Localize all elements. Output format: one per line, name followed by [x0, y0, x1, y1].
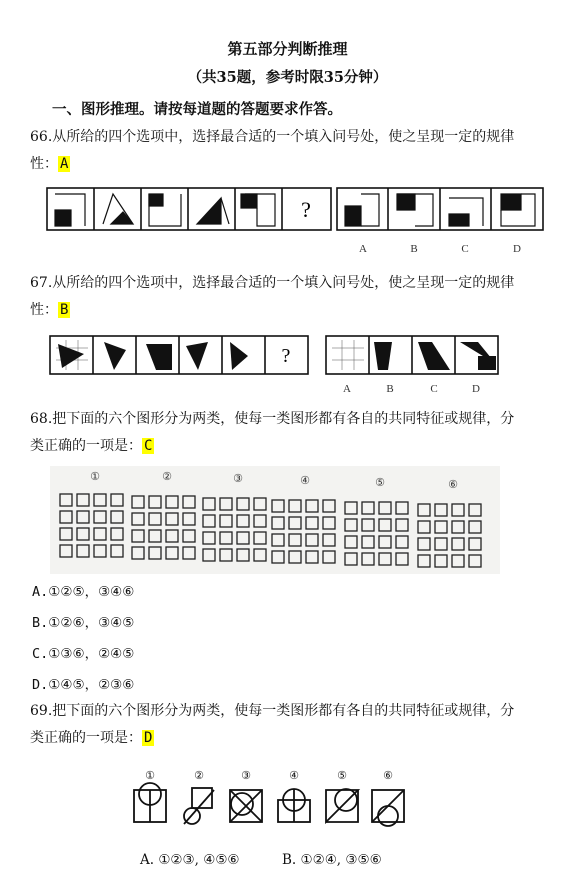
figure-label: ⑥ [448, 479, 458, 491]
figure-q68 [50, 466, 500, 574]
question-68 [30, 406, 555, 460]
option-b: B.①②⑥，③④⑤ [32, 615, 135, 631]
answer-highlight: D [144, 730, 153, 746]
question-text: 把下面的六个图形分为两类，使每一类图形都有各自的共同特征或规律，分 [52, 703, 515, 719]
question-text-cont: 性： [30, 302, 58, 318]
option-label: B [410, 243, 418, 255]
question-text: 从所给的四个选项中，选择最合适的一个填入问号处，使之呈现一定的规律 [52, 275, 515, 291]
section-heading: 一、图形推理。请按每道题的答题要求作答。 [52, 101, 342, 118]
figure-label: ② [194, 770, 204, 782]
option-b: B. ①②④, ③⑤⑥ [282, 852, 382, 868]
page-subtitle: （共35题，参考时限35分钟） [187, 69, 388, 86]
figure-q67 [48, 332, 508, 400]
option-a: A.①②⑤，③④⑥ [32, 584, 135, 600]
question-text-cont: 性： [30, 156, 58, 172]
figure-label: ③ [233, 473, 243, 485]
question-mark: ? [301, 197, 311, 222]
figure-label: ⑤ [337, 770, 347, 782]
option-label: D [513, 243, 521, 255]
figure-label: ① [145, 770, 155, 782]
figure-label: ③ [241, 770, 251, 782]
question-number: 67. [30, 275, 53, 291]
option-label: B [386, 383, 394, 395]
option-label: D [472, 383, 480, 395]
question-text-cont: 类正确的一项是： [30, 730, 142, 746]
figure-label: ④ [289, 770, 299, 782]
question-67 [30, 270, 555, 324]
answer-highlight: A [60, 156, 69, 172]
answer-highlight: B [60, 302, 69, 318]
figure-q66 [45, 184, 545, 264]
option-label: A [359, 243, 367, 255]
answer-highlight: C [144, 438, 153, 454]
option-d: D.①④⑤，②③⑥ [32, 677, 135, 693]
option-label: C [430, 383, 438, 395]
question-66 [30, 124, 555, 178]
question-text: 把下面的六个图形分为两类，使每一类图形都有各自的共同特征或规律，分 [52, 411, 515, 427]
figure-q69 [128, 768, 428, 842]
question-69 [30, 698, 555, 752]
question-text-cont: 类正确的一项是： [30, 438, 142, 454]
question-number: 68. [30, 411, 53, 427]
option-label: A [343, 383, 351, 395]
figure-label: ⑥ [383, 770, 393, 782]
figure-label: ⑤ [375, 477, 385, 489]
question-text: 从所给的四个选项中，选择最合适的一个填入问号处，使之呈现一定的规律 [52, 129, 515, 145]
figure-label: ① [90, 471, 100, 483]
question-number: 69. [30, 703, 53, 719]
option-label: C [461, 243, 469, 255]
option-a: A. ①②③, ④⑤⑥ [140, 852, 240, 868]
question-mark: ? [281, 345, 291, 367]
figure-label: ② [162, 471, 172, 483]
question-number: 66. [30, 129, 53, 145]
option-c: C.①③⑥，②④⑤ [32, 646, 135, 662]
page-title: 第五部分判断推理 [227, 40, 348, 58]
figure-label: ④ [300, 475, 310, 487]
